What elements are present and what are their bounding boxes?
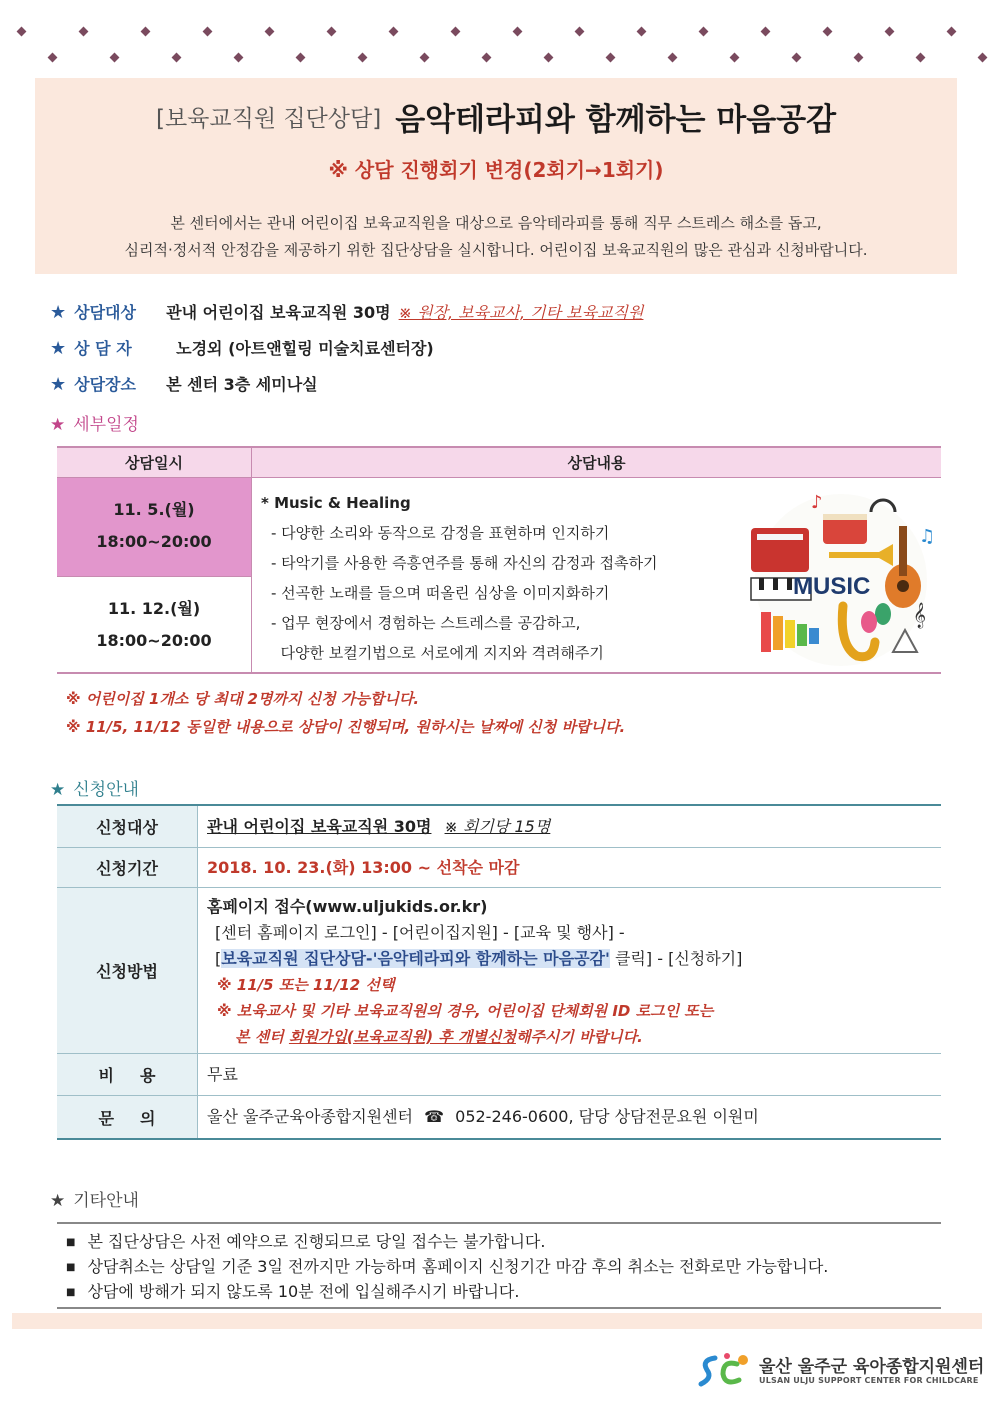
schedule-note-2: ※ 11/5, 11/12 동일한 내용으로 상담이 진행되며, 원하시는 날짜에 신청 바랍니다.	[66, 718, 626, 736]
session-2-date: 11. 12.(월)	[107, 599, 201, 618]
decorative-dot	[699, 27, 709, 37]
org-name-english: ULSAN ULJU SUPPORT CENTER FOR CHILDCARE	[759, 1376, 979, 1385]
xylophone-bar-shape	[809, 628, 819, 644]
apply-cost-label-cell	[57, 1054, 198, 1095]
decorative-dot	[854, 53, 864, 63]
method-line-3-pre: [	[215, 949, 222, 968]
phone-icon: ☎	[424, 1107, 445, 1126]
decorative-dot	[606, 53, 616, 63]
method-line-2: [센터 홈페이지 로그인] - [어린이집지원] - [교육 및 행사] -	[215, 923, 625, 942]
decorative-dot	[885, 27, 895, 37]
content-item: - 다양한 소리와 동작으로 감정을 표현하며 인지하기	[271, 524, 610, 542]
apply-row-method	[57, 888, 941, 1054]
decorative-dot	[637, 27, 647, 37]
decorative-dot-border	[0, 22, 992, 68]
star-icon: ★	[50, 415, 66, 435]
method-link-highlight: 보육교직원 집단상담-'음악테라피와 함께하는 마음공감'	[221, 949, 610, 968]
drum-rim-shape	[823, 514, 867, 520]
star-icon: ★	[50, 302, 67, 323]
info-counselor-label: 상 담 자	[74, 339, 132, 358]
session-1-date: 11. 5.(월)	[113, 500, 195, 519]
schedule-header-content: 상담내용	[251, 446, 941, 478]
method-note-1: ※ 11/5 또는 11/12 선택	[217, 976, 395, 994]
apply-row-period	[57, 848, 941, 888]
music-note-icon: ♪	[811, 492, 823, 513]
star-icon: ★	[50, 338, 67, 359]
decorative-dot	[296, 53, 306, 63]
session-2-cell	[57, 576, 251, 674]
logo-c-shape	[723, 1363, 739, 1382]
logo-dot-shape	[724, 1353, 730, 1359]
info-target	[50, 300, 643, 323]
decorative-dot	[792, 53, 802, 63]
method-note-3-underline: 회원가입(보육교직원) 후 개별신청	[288, 1028, 516, 1046]
content-title: * Music & Healing	[261, 494, 411, 512]
info-target-label: 상담대상	[74, 303, 136, 322]
logo-s-shape	[701, 1358, 715, 1384]
decorative-dot	[17, 27, 27, 37]
decorative-dot	[265, 27, 275, 37]
content-item: 다양한 보컬기법으로 서로에게 지지와 격려해주기	[271, 644, 604, 662]
star-icon: ★	[50, 374, 67, 395]
intro-line-2: 심리적·정서적 안정감을 제공하기 위한 집단상담을 실시합니다. 어린이집 보육교직원의 많은 관심과 신청바랍니다.	[124, 241, 868, 259]
decorative-dot	[420, 53, 430, 63]
page-title	[35, 94, 957, 139]
apply-contact-label-cell	[57, 1096, 198, 1138]
apply-section-label: 신청안내	[73, 780, 139, 800]
music-note-icon: 𝄞	[913, 603, 927, 628]
schedule-header-datetime: 상담일시	[57, 446, 251, 478]
change-notice: ※ 상담 진행회기 변경(2회기→1회기)	[328, 158, 664, 182]
center-logo-icon	[697, 1350, 753, 1390]
apply-contact-cell	[207, 1096, 941, 1138]
info-counselor-value: 노경외 (아트앤힐링 미술치료센터장)	[176, 339, 434, 358]
info-place-value: 본 센터 3층 세미나실	[166, 375, 318, 394]
decorative-dot	[544, 53, 554, 63]
apply-cost-label: 비용	[98, 1066, 182, 1085]
piano-black-key-shape	[759, 578, 764, 590]
method-line-3	[207, 946, 941, 972]
decorative-dot	[203, 27, 213, 37]
music-note-icon: ♫	[919, 526, 936, 547]
decorative-dot	[451, 27, 461, 37]
header-box	[35, 78, 957, 274]
decorative-dot	[916, 53, 926, 63]
misc-item: ■ 상담에 방해가 되지 않도록 10분 전에 입실해주시기 바랍니다.	[66, 1280, 828, 1305]
info-counselor	[50, 336, 434, 359]
apply-row-target	[57, 804, 941, 848]
accordion-key-shape	[757, 534, 803, 540]
apply-target-label: 신청대상	[57, 806, 198, 847]
misc-list	[66, 1230, 828, 1305]
divider	[57, 1307, 941, 1309]
decorative-dot	[110, 53, 120, 63]
star-icon: ★	[50, 1191, 66, 1211]
decorative-dot	[575, 27, 585, 37]
info-target-value: 관내 어린이집 보육교직원 30명	[166, 303, 391, 322]
decorative-dot	[79, 27, 89, 37]
decorative-dot	[668, 53, 678, 63]
decorative-dot	[978, 53, 988, 63]
apply-section-title	[50, 775, 139, 800]
apply-period-label: 신청기간	[57, 848, 198, 887]
schedule-notes	[66, 685, 625, 741]
method-note-3	[207, 1024, 941, 1050]
music-instruments-illustration	[743, 482, 939, 672]
decorative-dot	[823, 27, 833, 37]
decorative-dot	[172, 53, 182, 63]
apply-method-cell	[207, 888, 941, 1050]
schedule-content	[261, 488, 741, 668]
piano-black-key-shape	[773, 578, 778, 590]
intro-text	[35, 210, 957, 264]
apply-period-value: 2018. 10. 23.(화) 13:00 ~ 선착순 마감	[207, 858, 520, 877]
table-divider	[251, 478, 252, 674]
star-icon: ★	[50, 780, 66, 800]
apply-method-label: 신청방법	[57, 888, 198, 1053]
session-1-cell	[57, 478, 251, 576]
xylophone-bar-shape	[797, 624, 807, 646]
xylophone-icon	[761, 612, 771, 652]
misc-item: ■ 본 집단상담은 사전 예약으로 진행되므로 당일 접수는 불가합니다.	[66, 1230, 828, 1255]
schedule-section-title	[50, 410, 139, 435]
decorative-dot	[761, 27, 771, 37]
decorative-dot	[730, 53, 740, 63]
footer-band	[12, 1313, 982, 1329]
piano-black-key-shape	[787, 578, 792, 590]
music-word: MUSIC	[793, 573, 871, 600]
center-logo	[697, 1350, 985, 1390]
table-divider	[57, 672, 941, 674]
decorative-dot	[947, 27, 957, 37]
info-place	[50, 372, 318, 395]
decorative-dot	[141, 27, 151, 37]
decorative-dot	[358, 53, 368, 63]
org-name-korean: 울산 울주군 육아종합지원센터	[759, 1357, 985, 1377]
intro-line-1: 본 센터에서는 관내 어린이집 보육교직원을 대상으로 음악테라피를 통해 직무 스트레스 해소를 돕고,	[170, 214, 822, 232]
decorative-dot	[327, 27, 337, 37]
maracas-icon	[875, 603, 891, 625]
method-note-3-pre: 본 센터	[235, 1028, 289, 1046]
apply-row-cost	[57, 1054, 941, 1096]
xylophone-bar-shape	[773, 616, 783, 650]
decorative-dot	[48, 53, 58, 63]
maracas-shape	[861, 611, 877, 633]
title-prefix: [보육교직원 집단상담]	[155, 106, 382, 132]
title-main: 음악테라피와 함께하는 마음공감	[395, 102, 837, 138]
schedule-note-1: ※ 어린이집 1개소 당 최대 2명까지 신청 가능합니다.	[66, 690, 420, 708]
content-item: - 업무 현장에서 경험하는 스트레스를 공감하고,	[271, 614, 581, 632]
apply-contact-label: 문의	[98, 1108, 182, 1128]
apply-target-cell	[207, 806, 941, 848]
contact-org: 울산 울주군육아종합지원센터	[207, 1107, 414, 1126]
xylophone-bar-shape	[785, 620, 795, 648]
schedule-table	[57, 446, 941, 674]
apply-target-value: 관내 어린이집 보육교직원 30명	[207, 817, 432, 836]
decorative-dot	[234, 53, 244, 63]
apply-row-contact	[57, 1096, 941, 1140]
guitar-hole-shape	[897, 580, 909, 592]
decorative-dot	[482, 53, 492, 63]
session-1-time: 18:00~20:00	[96, 532, 212, 551]
session-2-time: 18:00~20:00	[96, 631, 212, 650]
method-line-1: 홈페이지 접수(www.uljukids.or.kr)	[207, 897, 488, 916]
apply-table	[57, 804, 941, 1140]
misc-section-title	[50, 1186, 139, 1211]
info-place-label: 상담장소	[74, 375, 136, 394]
schedule-section-label: 세부일정	[73, 415, 139, 435]
method-line-3-post: 클릭] - [신청하기]	[609, 949, 743, 968]
divider	[57, 1222, 941, 1224]
info-target-note: ※ 원장, 보육교사, 기타 보육교직원	[398, 303, 644, 322]
apply-target-note: ※ 회기당 15명	[444, 817, 551, 836]
guitar-neck-shape	[899, 526, 907, 576]
method-note-3-post: 해주시기 바랍니다.	[515, 1028, 643, 1046]
contact-phone: 052-246-0600, 담당 상담전문요원 이원미	[455, 1107, 759, 1126]
content-item: - 선곡한 노래를 들으며 떠올린 심상을 이미지화하기	[271, 584, 610, 602]
content-item: - 타악기를 사용한 즉흥연주를 통해 자신의 감정과 접촉하기	[271, 554, 658, 572]
apply-cost-value: 무료	[207, 1065, 238, 1084]
misc-section-label: 기타안내	[73, 1191, 139, 1211]
logo-dot-shape	[738, 1355, 748, 1365]
decorative-dot	[389, 27, 399, 37]
decorative-dot	[513, 27, 523, 37]
method-note-2: ※ 보육교사 및 기타 보육교직원의 경우, 어린이집 단체회원 ID 로그인 또는	[217, 1002, 714, 1020]
misc-item: ■ 상담취소는 상담일 기준 3일 전까지만 가능하며 홈페이지 신청기간 마감 후의 취소는 전화로만 가능합니다.	[66, 1255, 828, 1280]
